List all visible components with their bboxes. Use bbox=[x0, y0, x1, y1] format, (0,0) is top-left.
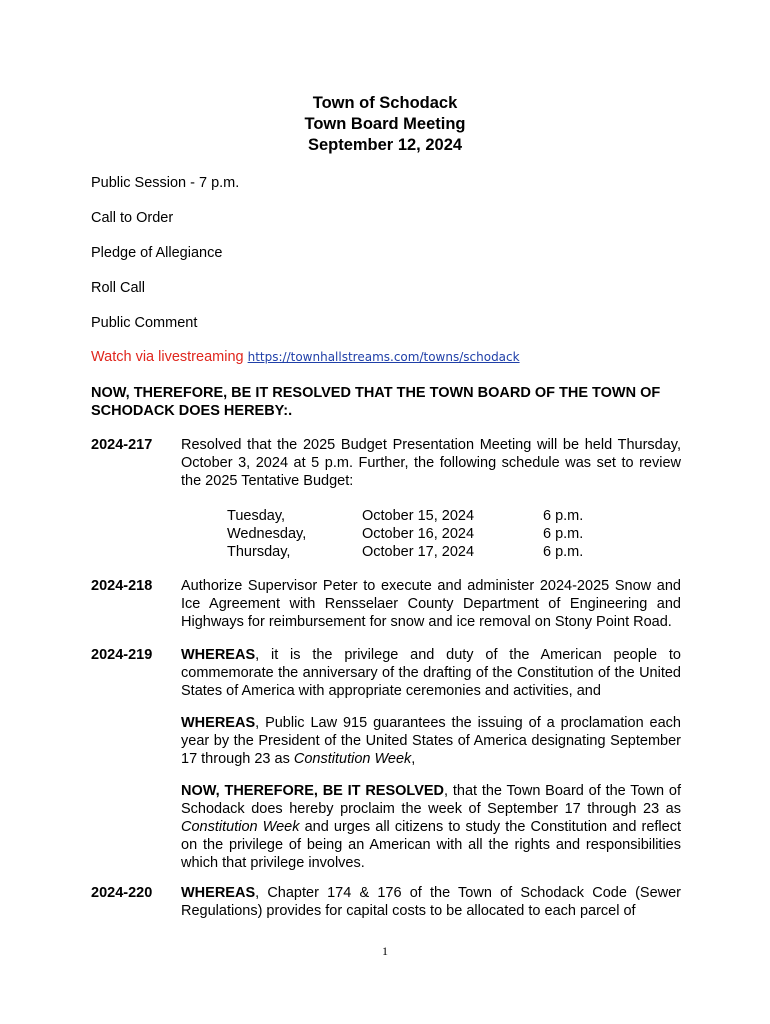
resolution-text-220 bbox=[181, 884, 681, 920]
document-header bbox=[0, 93, 770, 156]
pledge-of-allegiance: Pledge of Allegiance bbox=[91, 245, 223, 261]
page-number: 1 bbox=[382, 944, 388, 958]
schedule-date: October 17, 2024 bbox=[362, 544, 475, 560]
schedule-day: Tuesday, bbox=[227, 508, 286, 524]
resolved-label: NOW, THEREFORE, BE IT RESOLVED bbox=[181, 783, 445, 799]
constitution-week: Constitution Week bbox=[293, 751, 412, 767]
para-text: , that the Town Board of the Town of Schodack does hereby proclaim the week of September 17 through 23 as bbox=[181, 783, 681, 817]
whereas-label: WHEREAS bbox=[181, 715, 256, 731]
schedule-time: 6 p.m. bbox=[543, 544, 584, 560]
whereas-label: WHEREAS bbox=[181, 647, 256, 663]
resolution-text-217: Resolved that the 2025 Budget Presentation Meeting will be held Thursday, October 3, 2024 at 5 p.m. Further, the following schedule was set to review the 2025 Tentative Budget: bbox=[181, 437, 681, 489]
para-text: , Public Law 915 guarantees the issuing of a proclamation each year by the President of the United States of America designating September 17 through 23 as bbox=[181, 715, 681, 767]
resolution-number-218: 2024-218 bbox=[91, 578, 153, 594]
town-name: Town of Schodack bbox=[312, 94, 458, 112]
resolution-number-219: 2024-219 bbox=[91, 647, 153, 663]
resolution-text-218: Authorize Supervisor Peter to execute and administer 2024-2025 Snow and Ice Agreement with Rensselaer County Department of Engineering and Highways for reimbursement for snow and ice removal on Stony Point Road. bbox=[181, 578, 681, 630]
meeting-date: September 12, 2024 bbox=[307, 136, 463, 154]
call-to-order: Call to Order bbox=[91, 210, 174, 226]
public-comment: Public Comment bbox=[91, 315, 198, 331]
resolution-number-220: 2024-220 bbox=[91, 885, 153, 901]
constitution-week: Constitution Week bbox=[181, 819, 300, 835]
meeting-title: Town Board Meeting bbox=[304, 115, 466, 133]
resolution-219-para-2 bbox=[181, 714, 681, 768]
schedule-date: October 15, 2024 bbox=[362, 508, 475, 524]
schedule-date: October 16, 2024 bbox=[362, 526, 475, 542]
para-end: and urges all citizens to study the Constitution and reflect on the privilege of being an American with all the rights and responsibilities which that privilege involves. bbox=[181, 819, 681, 871]
roll-call: Roll Call bbox=[91, 280, 145, 296]
whereas-label: WHEREAS bbox=[181, 885, 256, 901]
schedule-time: 6 p.m. bbox=[543, 508, 584, 524]
schedule-time: 6 p.m. bbox=[543, 526, 584, 542]
public-session: Public Session - 7 p.m. bbox=[91, 175, 240, 191]
resolution-number-217: 2024-217 bbox=[91, 437, 153, 453]
schedule-day: Thursday, bbox=[227, 544, 291, 560]
livestream-link[interactable]: https://townhallstreams.com/towns/schodack bbox=[247, 350, 520, 364]
livestream-line bbox=[91, 348, 520, 366]
schedule-day: Wednesday, bbox=[227, 526, 307, 542]
para-text: , it is the privilege and duty of the American people to commemorate the anniversary of the drafting of the Constitution of the United States of America with appropriate ceremonies and activities, and bbox=[181, 647, 681, 699]
para-text: , Chapter 174 & 176 of the Town of Schodack Code (Sewer Regulations) provides for capital costs to be allocated to each parcel of bbox=[181, 885, 681, 919]
livestream-label: Watch via livestreaming bbox=[91, 349, 244, 365]
resolved-heading: NOW, THEREFORE, BE IT RESOLVED THAT THE TOWN BOARD OF THE TOWN OF SCHODACK DOES HEREBY:. bbox=[91, 385, 661, 419]
resolution-219-para-3 bbox=[181, 782, 681, 872]
resolution-219-para-1 bbox=[181, 646, 681, 700]
para-end: , bbox=[411, 751, 416, 767]
